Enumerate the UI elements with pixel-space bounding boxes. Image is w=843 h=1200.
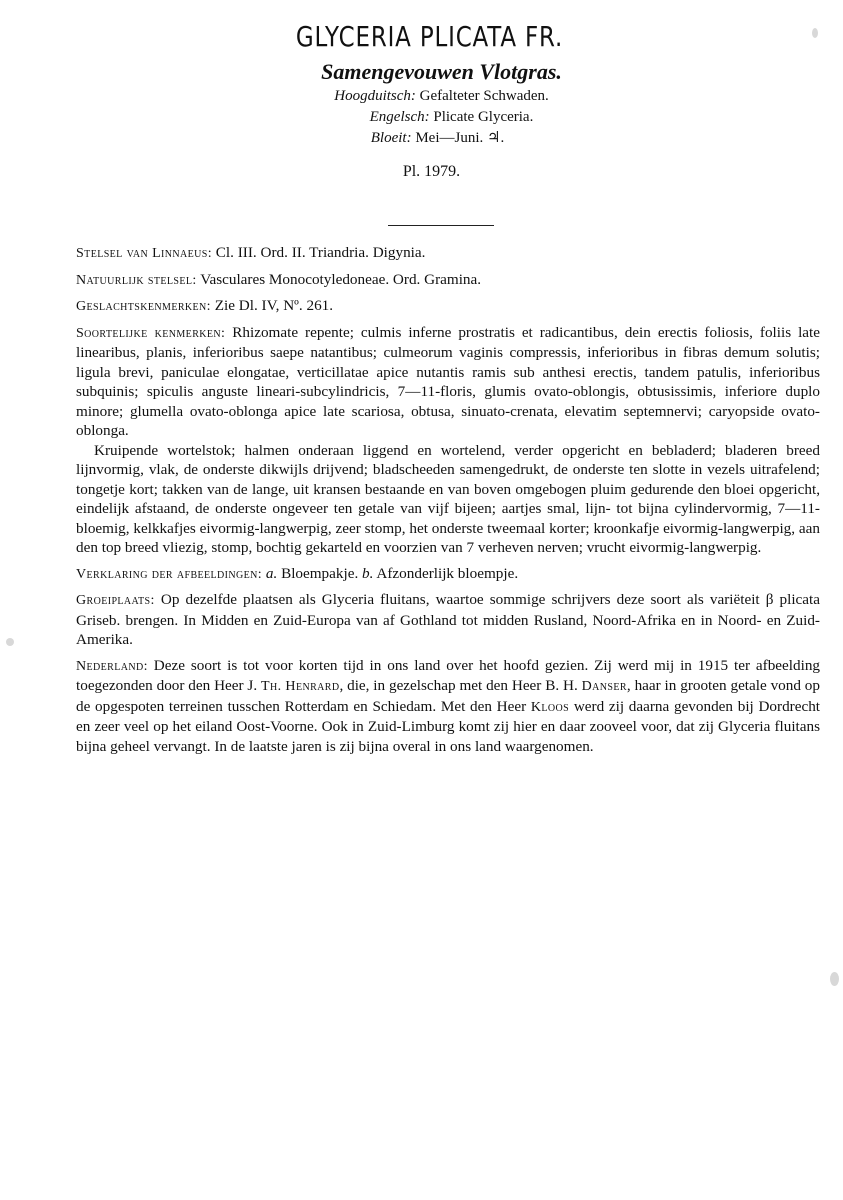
figures-label: Verklaring der afbeeldingen: <box>76 566 263 582</box>
genus-text: Zie Dl. IV, Nº. 261. <box>214 297 334 314</box>
body-text <box>76 243 820 756</box>
genus-paragraph <box>76 296 820 317</box>
person-name-kloos: Kloos <box>530 699 570 715</box>
habitat-text: Op dezelfde plaatsen als Glyceria fluitans, waartoe sommige schrijvers deze soort als variëteit β plicata Griseb. brengen. In Midden en Zuid-Europa van af Gothland tot midden Rusland, Noord-Afrika en in Noord- en Zuid-Amerika. <box>76 591 821 648</box>
paper-speck-left <box>6 638 14 646</box>
english-label: Engelsch: <box>369 109 430 125</box>
species-label: Soortelijke kenmerken: <box>76 325 226 341</box>
linnaeus-paragraph <box>76 243 820 264</box>
natural-system-label: Natuurlijk stelsel: <box>76 272 197 288</box>
netherlands-text-2: , die, in gezelschap met den Heer B. H. <box>339 677 578 694</box>
figure-b-text: Afzonderlijk bloempje. <box>376 564 519 582</box>
english-value: Plicate Glyceria. <box>433 109 534 125</box>
person-name-danser: Danser <box>581 679 627 694</box>
species-title: GLYCERIA PLICATA FR. <box>295 20 564 53</box>
netherlands-paragraph <box>76 656 820 757</box>
species-paragraph <box>76 323 820 441</box>
dutch-description-text: Kruipende wortelstok; halmen onderaan liggend en wortelend, verder opgericht en bebladerd; bladeren breed lijnvormig, vlak, de onderste dikwijls drijvend; bladscheeden samengedrukt, de onderste ten slotte in vezels uitrafelend; tongetje kort; takken van de lange, uit kransen bestaande en van boven omgebogen pluim gedurende den bloei opgericht, eindelijk afstaand, de onderste ongeveer ten getale van vijf bijeen; aartjes smal, lijn- tot bijna cylindervormig, 7—11-bloemig, kelkkafjes eivormig-langwerpig, zeer stomp, het onderste tweemaal korter; kroonkafje eivormig-langwerpig, aan den top breed vliezig, stomp, bochtig gekarteld en voorzien van 7 verheven nerven; vrucht eivormig-langwerpig. <box>76 441 820 556</box>
german-name-line <box>40 86 843 107</box>
figure-a-text: Bloempakje. <box>281 564 359 582</box>
figures-paragraph <box>76 564 820 585</box>
species-text: Rhizomate repente; culmis inferne prostratis et radicantibus, dein erectis foliosis, foliis late linearibus, planis, inferioribus saepe natantibus; culmeorum vaginis compressis, inferioribus in fibras demum solutis; ligula brevi, paniculae elongatae, verticillatae apice nutantis ramis sub anthesi erectis, tandem patulis, inferioribus subquinis; spiculis anguste lineari-subcylindricis, 7—11-floris, glumis ovato-oblongis, obtusissimis, inferiore duplo minore; glumella ovato-oblonga apice late scariosa, obtusa, sinuato-crenata, elevatim septemnervi; caryopside ovato-oblonga. <box>76 323 821 439</box>
english-name-line <box>60 107 843 128</box>
natural-system-text: Vasculares Monocotyledoneae. Ord. Gramina. <box>200 270 482 288</box>
header-divider <box>388 225 494 226</box>
german-label: Hoogduitsch: <box>334 88 416 104</box>
netherlands-text-4: werd zij daarna gevonden bij Dordrecht en zeer veel op het eiland Oost-Voorne. Ook in Zuid-Limburg komt zij hier en daar zooveel voor, dat zij Glyceria fluitans bijna geheel vervangt. In de laatste jaren is zij bijna overal in ons land waargenomen. <box>76 697 821 755</box>
bloom-line <box>32 128 843 149</box>
paper-speck-top <box>812 28 818 38</box>
linnaeus-text: Cl. III. Ord. II. Triandria. Digynia. <box>215 244 426 261</box>
bloom-label: Bloeit: <box>370 130 412 146</box>
netherlands-label: Nederland: <box>76 658 148 674</box>
habitat-paragraph <box>76 590 820 650</box>
figure-b-letter: b. <box>362 564 374 582</box>
person-name-henrard: Th. Henrard <box>261 679 340 694</box>
bloom-value: Mei—Juni. ♃. <box>415 130 505 146</box>
plate-number: Pl. 1979. <box>402 163 461 180</box>
figure-a-letter: a. <box>265 564 278 582</box>
dutch-description-paragraph <box>76 441 820 558</box>
habitat-label: Groeiplaats: <box>76 593 155 608</box>
german-value: Gefalteter Schwaden. <box>419 88 549 104</box>
netherlands-text-3: , haar in grooten getale vond op de opgespoten terreinen tusschen Rotterdam en Schiedam. Met den Heer <box>76 677 820 715</box>
paper-speck-right <box>830 972 839 986</box>
dutch-name: Samengevouwen Vlotgras. <box>321 59 562 84</box>
linnaeus-label: Stelsel van Linnaeus: <box>76 246 212 261</box>
netherlands-text-1: Deze soort is tot voor korten tijd in ons land over het hoofd gezien. Zij werd mij in 1915 ter afbeelding toegezonden door den Heer J. <box>76 656 821 694</box>
natural-system-paragraph <box>76 270 820 291</box>
genus-label: Geslachtskenmerken: <box>76 299 211 314</box>
header <box>0 18 843 183</box>
